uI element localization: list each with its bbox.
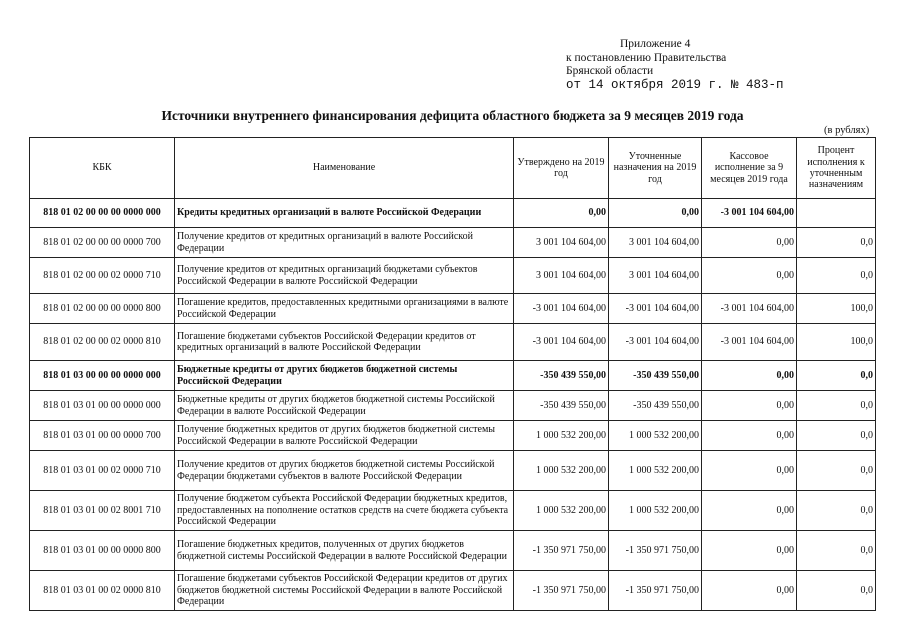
table-row <box>30 421 876 451</box>
table-row <box>30 199 876 228</box>
cell-cash: -3 001 104 604,00 <box>702 324 797 361</box>
cell-kbk: 818 01 02 00 00 00 0000 700 <box>30 228 175 258</box>
cell-approved: 3 001 104 604,00 <box>514 258 609 294</box>
cell-name: Бюджетные кредиты от других бюджетов бюджетной системы Российской Федерации <box>175 361 514 391</box>
cell-approved: 1 000 532 200,00 <box>514 421 609 451</box>
cell-percent: 100,0 <box>797 294 876 324</box>
cell-cash: 0,00 <box>702 228 797 258</box>
cell-kbk: 818 01 03 00 00 00 0000 000 <box>30 361 175 391</box>
cell-kbk: 818 01 02 00 00 02 0000 810 <box>30 324 175 361</box>
cell-kbk: 818 01 03 01 00 02 8001 710 <box>30 491 175 531</box>
cell-approved: -1 350 971 750,00 <box>514 531 609 571</box>
cell-cash: 0,00 <box>702 491 797 531</box>
cell-approved: -350 439 550,00 <box>514 391 609 421</box>
appendix-header <box>566 38 784 92</box>
cell-cash: 0,00 <box>702 421 797 451</box>
cell-kbk: 818 01 03 01 00 00 0000 800 <box>30 531 175 571</box>
table-row <box>30 324 876 361</box>
table-row <box>30 258 876 294</box>
cell-name: Бюджетные кредиты от других бюджетов бюджетной системы Российской Федерации в валюте Российской Федерации <box>175 391 514 421</box>
cell-cash: 0,00 <box>702 571 797 611</box>
cell-percent: 0,0 <box>797 571 876 611</box>
cell-cash: -3 001 104 604,00 <box>702 294 797 324</box>
cell-approved: 3 001 104 604,00 <box>514 228 609 258</box>
header-cash: Кассовое исполнение за 9 месяцев 2019 года <box>702 138 797 199</box>
cell-refined: -350 439 550,00 <box>609 361 702 391</box>
cell-percent: 0,0 <box>797 228 876 258</box>
cell-refined: 1 000 532 200,00 <box>609 491 702 531</box>
cell-percent <box>797 199 876 228</box>
cell-name: Получение кредитов от кредитных организаций в валюте Российской Федерации <box>175 228 514 258</box>
table-row <box>30 228 876 258</box>
cell-approved: -3 001 104 604,00 <box>514 324 609 361</box>
cell-approved: -350 439 550,00 <box>514 361 609 391</box>
appendix-line-2: к постановлению Правительства <box>566 51 727 64</box>
header-percent: Процент исполнения к уточненным назначениям <box>797 138 876 199</box>
table-row <box>30 571 876 611</box>
cell-approved: 0,00 <box>514 199 609 228</box>
header-approved: Утверждено на 2019 год <box>514 138 609 199</box>
cell-name: Получение кредитов от кредитных организаций бюджетами субъектов Российской Федерации в валюте Российской Федерации <box>175 258 514 294</box>
cell-percent: 0,0 <box>797 361 876 391</box>
cell-cash: 0,00 <box>702 531 797 571</box>
cell-kbk: 818 01 02 00 00 00 0000 800 <box>30 294 175 324</box>
table-row <box>30 294 876 324</box>
table-row <box>30 531 876 571</box>
cell-kbk: 818 01 02 00 00 00 0000 000 <box>30 199 175 228</box>
cell-percent: 0,0 <box>797 258 876 294</box>
cell-percent: 0,0 <box>797 391 876 421</box>
cell-refined: 0,00 <box>609 199 702 228</box>
cell-cash: 0,00 <box>702 361 797 391</box>
cell-refined: -1 350 971 750,00 <box>609 571 702 611</box>
cell-approved: 1 000 532 200,00 <box>514 451 609 491</box>
header-refined: Уточненные назначения на 2019 год <box>609 138 702 199</box>
cell-cash: 0,00 <box>702 258 797 294</box>
cell-refined: 1 000 532 200,00 <box>609 451 702 491</box>
cell-refined: 1 000 532 200,00 <box>609 421 702 451</box>
cell-refined: 3 001 104 604,00 <box>609 228 702 258</box>
cell-percent: 100,0 <box>797 324 876 361</box>
cell-name: Погашение кредитов, предоставленных кредитными организациями в валюте Российской Федерации <box>175 294 514 324</box>
cell-percent: 0,0 <box>797 491 876 531</box>
appendix-line-3: Брянской области <box>566 65 654 77</box>
cell-name: Получение кредитов от других бюджетов бюджетной системы Российской Федерации бюджетами субъектов в валюте Российской Федерации <box>175 451 514 491</box>
cell-name: Погашение бюджетами субъектов Российской Федерации кредитов от других бюджетов бюджетной системы Российской Федерации в валюте Российской Федерации <box>175 571 514 611</box>
cell-kbk: 818 01 02 00 00 02 0000 710 <box>30 258 175 294</box>
header-name: Наименование <box>175 138 514 199</box>
cell-kbk: 818 01 03 01 00 00 0000 000 <box>30 391 175 421</box>
cell-cash: -3 001 104 604,00 <box>702 199 797 228</box>
cell-refined: 3 001 104 604,00 <box>609 258 702 294</box>
cell-refined: -3 001 104 604,00 <box>609 324 702 361</box>
cell-cash: 0,00 <box>702 451 797 491</box>
table-row <box>30 491 876 531</box>
units-note: (в рублях) <box>824 125 870 136</box>
header-kbk: КБК <box>30 138 175 199</box>
financing-table <box>29 137 876 611</box>
appendix-line-4: от 14 октября 2019 г. № 483-п <box>566 77 784 92</box>
cell-kbk: 818 01 03 01 00 02 0000 710 <box>30 451 175 491</box>
cell-approved: 1 000 532 200,00 <box>514 491 609 531</box>
cell-refined: -1 350 971 750,00 <box>609 531 702 571</box>
cell-approved: -1 350 971 750,00 <box>514 571 609 611</box>
cell-percent: 0,0 <box>797 421 876 451</box>
cell-approved: -3 001 104 604,00 <box>514 294 609 324</box>
table-row <box>30 361 876 391</box>
cell-kbk: 818 01 03 01 00 02 0000 810 <box>30 571 175 611</box>
cell-name: Кредиты кредитных организаций в валюте Российской Федерации <box>175 199 514 228</box>
cell-name: Погашение бюджетами субъектов Российской Федерации кредитов от кредитных организаций в валюте Российской Федерации <box>175 324 514 361</box>
cell-name: Получение бюджетом субъекта Российской Федерации бюджетных кредитов, предоставленных на пополнение остатков средств на счете бюджета субъекта Российской Федерации <box>175 491 514 531</box>
cell-refined: -350 439 550,00 <box>609 391 702 421</box>
cell-percent: 0,0 <box>797 451 876 491</box>
cell-kbk: 818 01 03 01 00 00 0000 700 <box>30 421 175 451</box>
cell-name: Получение бюджетных кредитов от других бюджетов бюджетной системы Российской Федерации в валюте Российской Федерации <box>175 421 514 451</box>
appendix-line-1: Приложение 4 <box>620 38 691 50</box>
table-row <box>30 451 876 491</box>
table-row <box>30 391 876 421</box>
document-title: Источники внутреннего финансирования дефицита областного бюджета за 9 месяцев 2019 года <box>161 108 744 123</box>
table-header-row <box>30 138 876 199</box>
cell-name: Погашение бюджетных кредитов, полученных от других бюджетов бюджетной системы Российской Федерации в валюте Российской Федерации <box>175 531 514 571</box>
cell-cash: 0,00 <box>702 391 797 421</box>
cell-percent: 0,0 <box>797 531 876 571</box>
cell-refined: -3 001 104 604,00 <box>609 294 702 324</box>
